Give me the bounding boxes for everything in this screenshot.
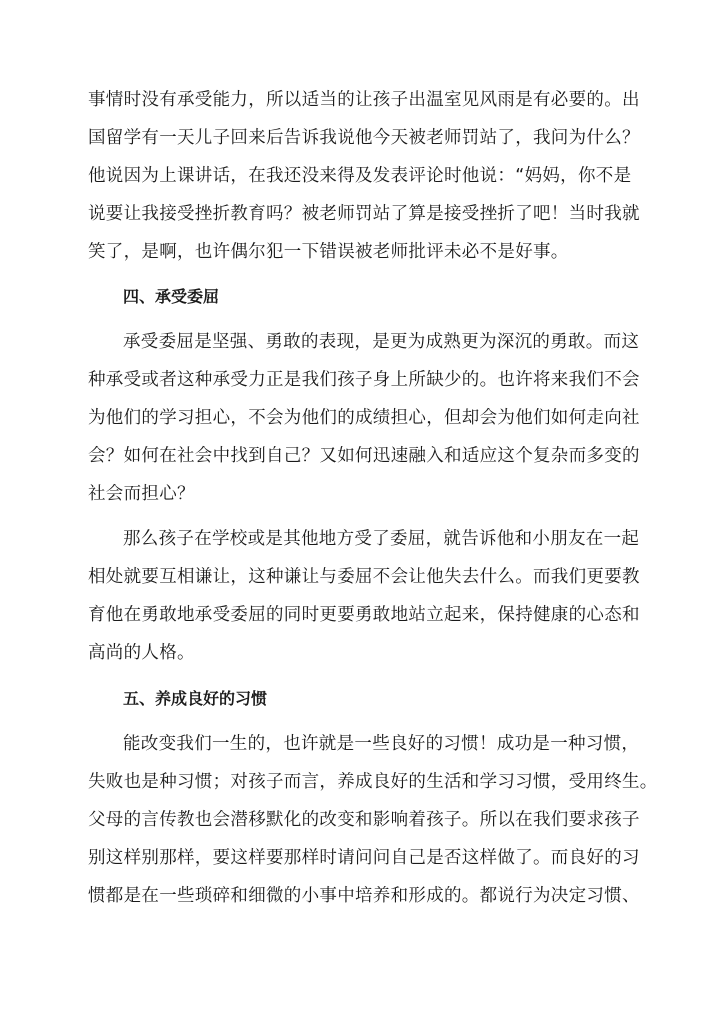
paragraph-line: 笑了，是啊，也许偶尔犯一下错误被老师批评未必不是好事。 <box>88 242 569 262</box>
paragraph-line: 父母的言传教也会潜移默化的改变和影响着孩子。所以在我们要求孩子 <box>88 810 640 830</box>
paragraph-line: 事情时没有承受能力，所以适当的让孩子出温室见风雨是有必要的。出 <box>88 90 640 110</box>
paragraph-line: 他说因为上课讲话，在我还没来得及发表评论时他说：“妈妈，你不是 <box>88 166 632 186</box>
paragraph-line: 相处就要互相谦让，这种谦让与委屈不会让他失去什么。而我们更要教 <box>88 567 640 587</box>
paragraph-line: 别这样别那样，要这样要那样时请问问自己是否这样做了。而良好的习 <box>88 848 640 868</box>
paragraph-line: 为他们的学习担心，不会为他们的成绩担心，但却会为他们如何走向社 <box>88 408 640 428</box>
paragraph-line: 说要让我接受挫折教育吗？被老师罚站了算是接受挫折了吧！当时我就 <box>88 204 640 224</box>
paragraph-line: 惯都是在一些琐碎和细微的小事中培养和形成的。都说行为决定习惯、 <box>88 886 640 906</box>
paragraph-line: 承受委屈是坚强、勇敢的表现，是更为成熟更为深沉的勇敢。而这 <box>123 332 640 352</box>
paragraph-line: 育他在勇敢地承受委屈的同时更要勇敢地站立起来，保持健康的心态和 <box>88 605 640 625</box>
paragraph-line: 社会而担心？ <box>88 484 195 504</box>
paragraph-line: 失败也是种习惯；对孩子而言，养成良好的生活和学习习惯，受用终生。 <box>88 772 658 792</box>
paragraph-line: 种承受或者这种承受力正是我们孩子身上所缺少的。也许将来我们不会 <box>88 370 640 390</box>
paragraph-line: 那么孩子在学校或是其他地方受了委屈，就告诉他和小朋友在一起 <box>123 529 640 549</box>
paragraph-line: 能改变我们一生的，也许就是一些良好的习惯！成功是一种习惯， <box>123 734 640 754</box>
paragraph-line: 国留学有一天儿子回来后告诉我说他今天被老师罚站了，我问为什么？ <box>88 128 640 148</box>
section-heading: 五、养成良好的习惯 <box>123 689 268 708</box>
section-heading: 四、承受委屈 <box>123 287 220 306</box>
paragraph-line: 会？如何在社会中找到自己？又如何迅速融入和适应这个复杂而多变的 <box>88 446 640 466</box>
paragraph-line: 高尚的人格。 <box>88 643 195 663</box>
